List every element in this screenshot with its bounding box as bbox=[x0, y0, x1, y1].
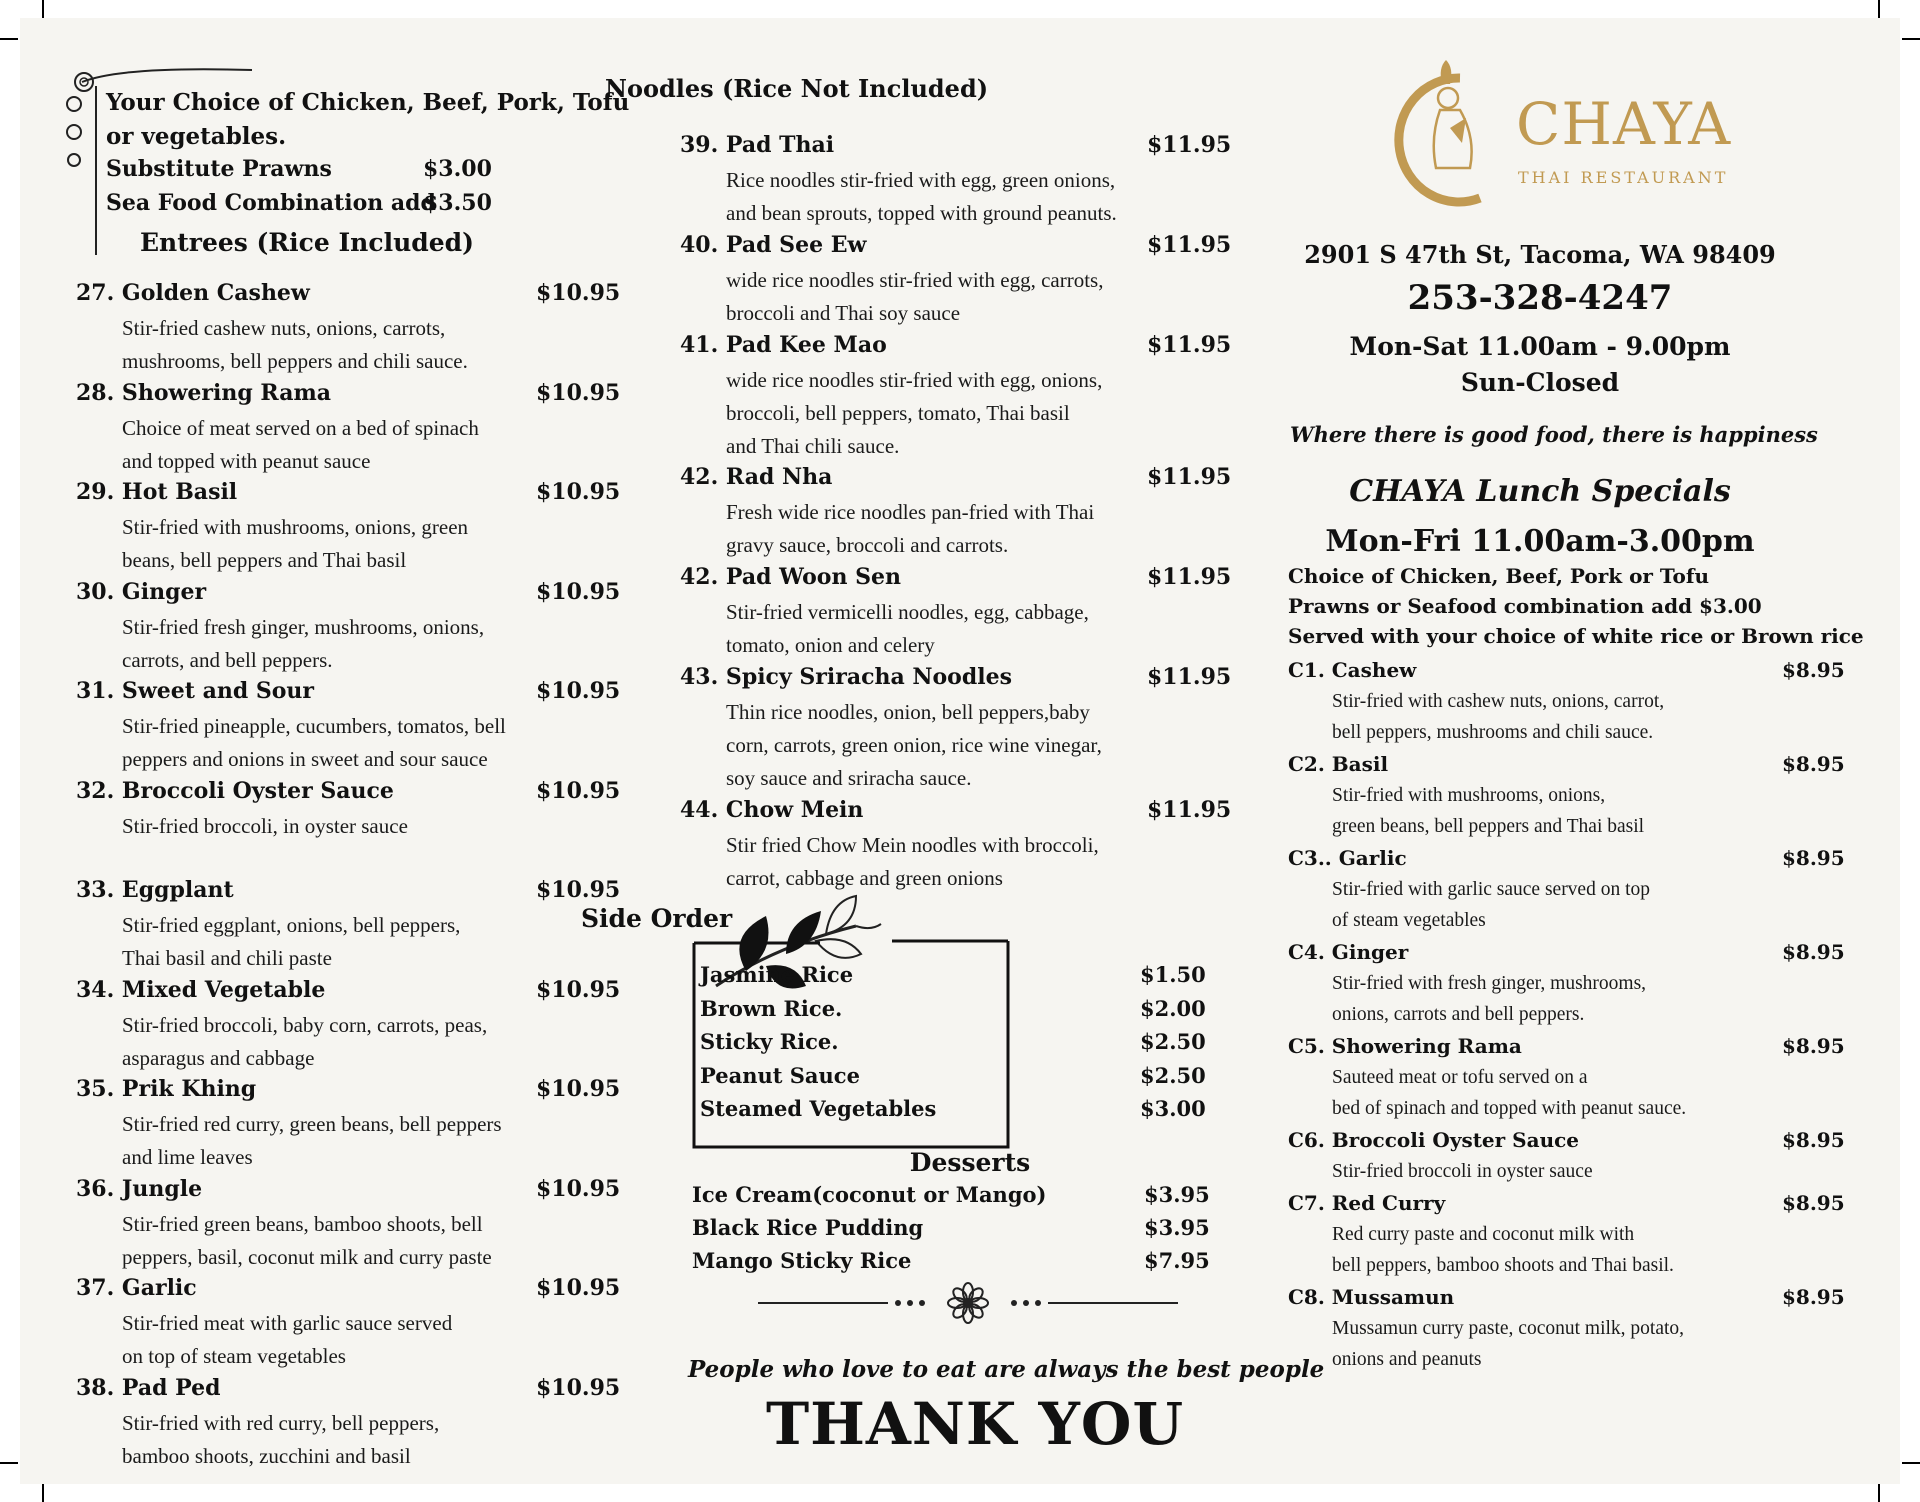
lunch-item-name: C8. Mussamun bbox=[1288, 1285, 1455, 1309]
lunch-item-description: Mussamun curry paste, coconut milk, potato, bbox=[1332, 1318, 1685, 1339]
slogan: Where there is good food, there is happiness bbox=[1290, 422, 1818, 447]
lunch-item-description: Stir-fried with garlic sauce served on top bbox=[1332, 879, 1651, 900]
entree-name: 34. Mixed Vegetable bbox=[76, 976, 326, 1003]
lunch-item-description: Stir-fried with cashew nuts, onions, carrot, bbox=[1332, 691, 1665, 712]
entree-description: Stir-fried broccoli, in oyster sauce bbox=[122, 813, 408, 838]
noodle-price: $11.95 bbox=[1147, 464, 1232, 490]
noodle-price: $11.95 bbox=[1147, 797, 1232, 823]
seafood-combo-label: Sea Food Combination add bbox=[106, 190, 436, 216]
lunch-item-description: onions and peanuts bbox=[1332, 1349, 1482, 1370]
entree-name: 33. Eggplant bbox=[76, 877, 234, 903]
lunch-item-description: bed of spinach and topped with peanut sauce. bbox=[1332, 1098, 1687, 1119]
entrees-title: Entrees (Rice Included) bbox=[140, 228, 474, 257]
entree-description: Stir-fried eggplant, onions, bell peppers, bbox=[122, 913, 461, 937]
lunch-note-1: Choice of Chicken, Beef, Pork or Tofu bbox=[1288, 564, 1710, 588]
seafood-combo-price: $3.50 bbox=[423, 190, 492, 216]
side-item-name: Peanut Sauce bbox=[700, 1062, 860, 1088]
chaya-logo-figure-icon bbox=[1390, 48, 1510, 218]
entree-price: $10.95 bbox=[536, 379, 621, 406]
entree-name: 38. Pad Ped bbox=[76, 1374, 221, 1401]
lunch-item-description: bell peppers, mushrooms and chili sauce. bbox=[1332, 722, 1654, 743]
noodle-description: corn, carrots, green onion, rice wine vinegar, bbox=[726, 733, 1102, 757]
dessert-name: Ice Cream(coconut or Mango) bbox=[692, 1182, 1047, 1207]
lunch-item-price: $8.95 bbox=[1782, 658, 1845, 682]
noodle-price: $11.95 bbox=[1147, 132, 1232, 158]
noodle-description: soy sauce and sriracha sauce. bbox=[726, 766, 972, 790]
lunch-item-price: $8.95 bbox=[1782, 1191, 1845, 1215]
lunch-item-name: C3.. Garlic bbox=[1288, 846, 1407, 870]
dessert-price: $3.95 bbox=[1144, 1182, 1210, 1207]
side-order-title: Side Order bbox=[581, 904, 733, 933]
lunch-item-description: Stir-fried with mushrooms, onions, bbox=[1332, 785, 1606, 806]
lunch-item-description: of steam vegetables bbox=[1332, 910, 1486, 931]
side-item-name: Sticky Rice. bbox=[700, 1029, 839, 1054]
closing-tagline: People who love to eat are always the best people bbox=[688, 1356, 1325, 1383]
noodle-name: 42. Rad Nha bbox=[680, 464, 833, 490]
substitute-prawns-label: Substitute Prawns bbox=[106, 156, 332, 182]
crop-mark bbox=[42, 0, 44, 18]
entree-description: Stir-fried pineapple, cucumbers, tomatos, bell bbox=[122, 714, 506, 738]
address: 2901 S 47th St, Tacoma, WA 98409 bbox=[1304, 240, 1776, 269]
lunch-hours: Mon-Fri 11.00am-3.00pm bbox=[1325, 524, 1755, 559]
lunch-item-description: Sauteed meat or tofu served on a bbox=[1332, 1067, 1588, 1088]
entree-price: $10.95 bbox=[536, 1275, 621, 1301]
entree-description: Stir-fried cashew nuts, onions, carrots, bbox=[122, 316, 446, 340]
brand-subtitle: THAI RESTAURANT bbox=[1518, 168, 1729, 187]
noodle-price: $11.95 bbox=[1147, 664, 1232, 690]
lunch-item-price: $8.95 bbox=[1782, 752, 1845, 776]
lunch-item-name: C1. Cashew bbox=[1288, 658, 1417, 682]
entree-description: asparagus and cabbage bbox=[122, 1045, 315, 1070]
noodle-name: 41. Pad Kee Mao bbox=[680, 332, 887, 358]
dessert-name: Mango Sticky Rice bbox=[692, 1248, 912, 1273]
noodle-name: 40. Pad See Ew bbox=[680, 232, 867, 258]
noodle-description: Stir-fried vermicelli noodles, egg, cabbage, bbox=[726, 600, 1089, 624]
crop-mark bbox=[1902, 1462, 1920, 1464]
entree-description: and lime leaves bbox=[122, 1145, 253, 1169]
entree-description: and topped with peanut sauce bbox=[122, 448, 371, 473]
entree-price: $10.95 bbox=[536, 877, 621, 903]
thank-you-heading: THANK YOU bbox=[765, 1390, 1185, 1458]
options-intro bbox=[106, 86, 629, 154]
entree-price: $10.95 bbox=[536, 1076, 621, 1102]
entree-name: 32. Broccoli Oyster Sauce bbox=[76, 777, 394, 804]
noodle-description: wide rice noodles stir-fried with egg, carrots, bbox=[726, 268, 1104, 292]
phone-number: 253-328-4247 bbox=[1407, 278, 1673, 318]
entree-price: $10.95 bbox=[536, 578, 621, 605]
entree-name: 37. Garlic bbox=[76, 1275, 197, 1301]
entree-description: peppers, basil, coconut milk and curry paste bbox=[122, 1244, 492, 1269]
entree-name: 35. Prik Khing bbox=[76, 1076, 257, 1102]
lunch-item-description: onions, carrots and bell peppers. bbox=[1332, 1004, 1585, 1025]
noodle-description: Fresh wide rice noodles pan-fried with Thai bbox=[726, 500, 1095, 524]
lunch-item-name: C7. Red Curry bbox=[1288, 1191, 1446, 1215]
dessert-price: $7.95 bbox=[1144, 1248, 1210, 1273]
options-intro-line1: Your Choice of Chicken, Beef, Pork, Tofu bbox=[106, 89, 630, 116]
side-item-price: $1.50 bbox=[1140, 962, 1206, 987]
noodle-description: and Thai chili sauce. bbox=[726, 434, 900, 458]
noodle-description: Rice noodles stir-fried with egg, green onions, bbox=[726, 168, 1116, 192]
noodle-description: wide rice noodles stir-fried with egg, onions, bbox=[726, 368, 1103, 392]
lunch-item-name: C6. Broccoli Oyster Sauce bbox=[1288, 1128, 1580, 1152]
side-item-price: $2.50 bbox=[1140, 1029, 1206, 1054]
options-intro-line2: or vegetables. bbox=[106, 123, 287, 150]
entree-description: Stir-fried broccoli, baby corn, carrots, peas, bbox=[122, 1012, 488, 1037]
crop-mark bbox=[0, 1462, 18, 1464]
lunch-item-description: green beans, bell peppers and Thai basil bbox=[1332, 816, 1645, 837]
crop-mark bbox=[0, 38, 18, 40]
noodle-description: broccoli, bell peppers, tomato, Thai basil bbox=[726, 401, 1070, 425]
entree-description: Stir-fried green beans, bamboo shoots, bell bbox=[122, 1211, 483, 1236]
lunch-item-description: Stir-fried with fresh ginger, mushrooms, bbox=[1332, 973, 1647, 994]
entree-description: beans, bell peppers and Thai basil bbox=[122, 548, 407, 572]
lunch-item-price: $8.95 bbox=[1782, 1034, 1845, 1058]
entree-name: 27. Golden Cashew bbox=[76, 280, 310, 306]
noodles-title: Noodles (Rice Not Included) bbox=[605, 74, 989, 103]
entree-price: $10.95 bbox=[536, 777, 621, 804]
noodle-price: $11.95 bbox=[1147, 332, 1232, 358]
substitute-prawns-price: $3.00 bbox=[423, 156, 492, 182]
side-item-price: $2.50 bbox=[1140, 1062, 1206, 1088]
noodle-description: carrot, cabbage and green onions bbox=[726, 866, 1003, 890]
desserts-title: Desserts bbox=[909, 1148, 1031, 1177]
noodle-description: Thin rice noodles, onion, bell peppers,baby bbox=[726, 700, 1090, 724]
entree-description: bamboo shoots, zucchini and basil bbox=[122, 1443, 411, 1468]
side-item-price: $3.00 bbox=[1140, 1096, 1206, 1121]
entree-name: 28. Showering Rama bbox=[76, 379, 331, 406]
noodle-price: $11.95 bbox=[1147, 564, 1232, 590]
entree-name: 31. Sweet and Sour bbox=[76, 678, 315, 704]
entree-name: 36. Jungle bbox=[76, 1175, 203, 1202]
lunch-note-3: Served with your choice of white rice or Brown rice bbox=[1288, 624, 1864, 648]
lunch-note-2: Prawns or Seafood combination add $3.00 bbox=[1288, 594, 1762, 618]
side-item-price: $2.00 bbox=[1140, 995, 1206, 1021]
entree-description: peppers and onions in sweet and sour sauce bbox=[122, 747, 488, 771]
entree-price: $10.95 bbox=[536, 479, 621, 505]
noodle-name: 44. Chow Mein bbox=[680, 797, 864, 823]
entree-description: carrots, and bell peppers. bbox=[122, 647, 333, 672]
lunch-item-price: $8.95 bbox=[1782, 846, 1845, 870]
brand-name: CHAYA bbox=[1516, 90, 1732, 158]
entree-description: Choice of meat served on a bed of spinach bbox=[122, 415, 479, 440]
entree-description: Stir-fried red curry, green beans, bell peppers bbox=[122, 1112, 502, 1136]
noodle-description: tomato, onion and celery bbox=[726, 633, 935, 657]
noodle-name: 42. Pad Woon Sen bbox=[680, 564, 901, 590]
noodle-description: and bean sprouts, topped with ground peanuts. bbox=[726, 201, 1117, 225]
lunch-item-name: C4. Ginger bbox=[1288, 940, 1409, 964]
crop-mark bbox=[1878, 0, 1880, 18]
entree-price: $10.95 bbox=[536, 678, 621, 704]
noodle-name: 43. Spicy Sriracha Noodles bbox=[680, 664, 1012, 690]
side-item-name: Jasmine Rice bbox=[700, 962, 854, 987]
lunch-item-price: $8.95 bbox=[1782, 1285, 1845, 1309]
entree-price: $10.95 bbox=[536, 976, 621, 1003]
menu-sheet bbox=[20, 18, 1900, 1484]
lunch-item-description: Red curry paste and coconut milk with bbox=[1332, 1224, 1635, 1245]
noodle-description: broccoli and Thai soy sauce bbox=[726, 301, 961, 325]
entree-description: Stir-fried meat with garlic sauce served bbox=[122, 1311, 453, 1335]
noodle-description: Stir fried Chow Mein noodles with broccoli, bbox=[726, 833, 1099, 857]
entree-price: $10.95 bbox=[536, 1374, 621, 1401]
entree-description: Stir-fried fresh ginger, mushrooms, onions, bbox=[122, 614, 485, 639]
lunch-item-price: $8.95 bbox=[1782, 940, 1845, 964]
crop-mark bbox=[1878, 1484, 1880, 1502]
noodle-description: gravy sauce, broccoli and carrots. bbox=[726, 533, 1009, 557]
entree-description: Stir-fried with mushrooms, onions, green bbox=[122, 515, 469, 539]
opening-hours: Mon-Sat 11.00am - 9.00pm bbox=[1349, 332, 1731, 361]
side-item-name: Brown Rice. bbox=[700, 995, 843, 1021]
lunch-item-description: Stir-fried broccoli in oyster sauce bbox=[1332, 1161, 1593, 1182]
noodle-name: 39. Pad Thai bbox=[680, 132, 835, 158]
lunch-item-description: bell peppers, bamboo shoots and Thai basil. bbox=[1332, 1255, 1674, 1276]
entree-name: 30. Ginger bbox=[76, 578, 207, 605]
lunch-item-name: C2. Basil bbox=[1288, 752, 1389, 776]
entree-price: $10.95 bbox=[536, 1175, 621, 1202]
side-item-name: Steamed Vegetables bbox=[700, 1096, 937, 1121]
lunch-specials-title: CHAYA Lunch Specials bbox=[1349, 474, 1731, 509]
entree-description: on top of steam vegetables bbox=[122, 1344, 346, 1368]
crop-mark bbox=[42, 1484, 44, 1502]
entree-price: $10.95 bbox=[536, 280, 621, 306]
flower-divider-icon bbox=[758, 1280, 1178, 1326]
lunch-item-price: $8.95 bbox=[1782, 1128, 1845, 1152]
dessert-price: $3.95 bbox=[1144, 1215, 1210, 1240]
crop-mark bbox=[1902, 38, 1920, 40]
entree-description: Thai basil and chili paste bbox=[122, 946, 332, 970]
entree-name: 29. Hot Basil bbox=[76, 479, 238, 505]
entree-description: Stir-fried with red curry, bell peppers, bbox=[122, 1410, 440, 1435]
entree-description: mushrooms, bell peppers and chili sauce. bbox=[122, 349, 468, 373]
dessert-name: Black Rice Pudding bbox=[692, 1215, 924, 1240]
noodle-price: $11.95 bbox=[1147, 232, 1232, 258]
lunch-item-name: C5. Showering Rama bbox=[1288, 1034, 1522, 1058]
closed-day: Sun-Closed bbox=[1460, 368, 1620, 397]
